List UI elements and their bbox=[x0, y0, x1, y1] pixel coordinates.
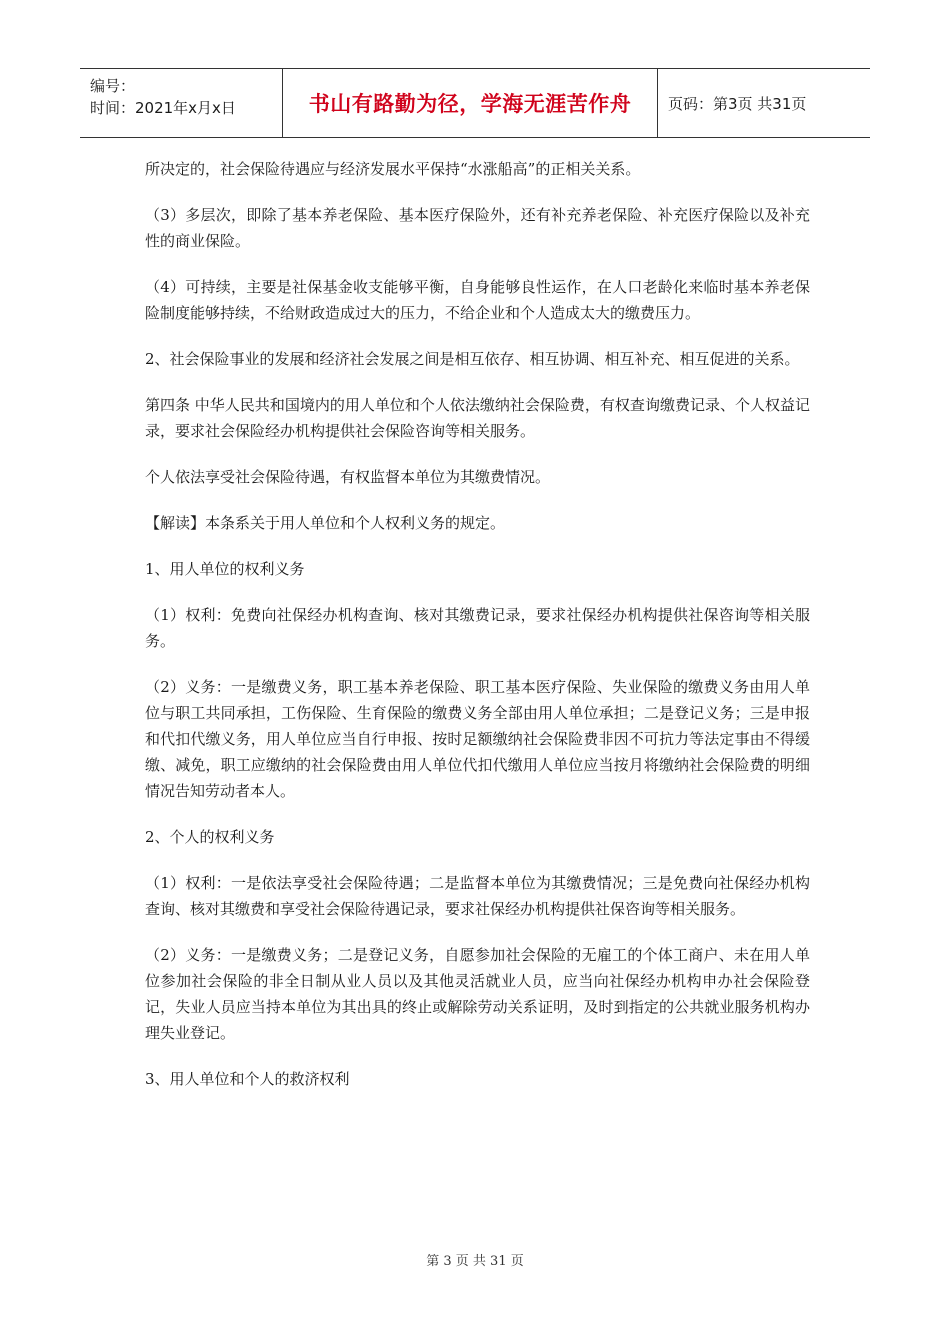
page-footer: 第 3 页 共 31 页 bbox=[426, 1254, 524, 1269]
header-page-info: 页码：第3页 共31页 bbox=[668, 94, 807, 113]
page-header bbox=[80, 68, 870, 138]
body-paragraph: （2）义务：一是缴费义务；二是登记义务，自愿参加社会保险的无雇工的个体工商户、未在用人单位参加社会保险的非全日制从业人员以及其他灵活就业人员，应当向社保经办机构申办社会保险登记，失业人员应当持本单位为其出具的终止或解除劳动关系证明，及时到指定的公共就业服务机构办理失业登记。 bbox=[145, 946, 810, 1042]
body-paragraph: 所决定的，社会保险待遇应与经济发展水平保持“水涨船高”的正相关关系。 bbox=[145, 160, 641, 178]
body-paragraph: 2、社会保险事业的发展和经济社会发展之间是相互依存、相互协调、相互补充、相互促进的关系。 bbox=[145, 350, 800, 368]
document-number-label: 编号： bbox=[90, 77, 136, 95]
body-paragraph: （3）多层次，即除了基本养老保险、基本医疗保险外，还有补充养老保险、补充医疗保险以及补充性的商业保险。 bbox=[145, 206, 810, 250]
body-paragraph: 第四条 中华人民共和国境内的用人单位和个人依法缴纳社会保险费，有权查询缴费记录、个人权益记录，要求社会保险经办机构提供社会保险咨询等相关服务。 bbox=[145, 396, 810, 440]
body-paragraph: 【解读】本条系关于用人单位和个人权利义务的规定。 bbox=[145, 514, 506, 532]
document-body bbox=[145, 156, 810, 1112]
body-paragraph: 个人依法享受社会保险待遇，有权监督本单位为其缴费情况。 bbox=[145, 468, 551, 486]
document-date-label: 时间：2021年x月x日 bbox=[90, 99, 236, 117]
header-meta-cell bbox=[80, 69, 283, 137]
body-paragraph: （4）可持续，主要是社保基金收支能够平衡，自身能够良性运作，在人口老龄化来临时基本养老保险制度能够持续，不给财政造成过大的压力，不给企业和个人造成太大的缴费压力。 bbox=[145, 278, 810, 322]
body-paragraph: （1）权利：一是依法享受社会保险待遇；二是监督本单位为其缴费情况；三是免费向社保经办机构查询、核对其缴费和享受社会保险待遇记录，要求社保经办机构提供社保咨询等相关服务。 bbox=[145, 874, 810, 918]
body-paragraph: （2）义务：一是缴费义务，职工基本养老保险、职工基本医疗保险、失业保险的缴费义务由用人单位与职工共同承担，工伤保险、生育保险的缴费义务全部由用人单位承担；二是登记义务；三是申报和代扣代缴义务，用人单位应当自行申报、按时足额缴纳社会保险费非因不可抗力等法定事由不得缓缴、减免，职工应缴纳的社会保险费由用人单位代扣代缴用人单位应当按月将缴纳社会保险费的明细情况告知劳动者本人。 bbox=[145, 678, 810, 800]
body-paragraph: （1）权利：免费向社保经办机构查询、核对其缴费记录，要求社保经办机构提供社保咨询等相关服务。 bbox=[145, 606, 810, 650]
section-heading: 2、个人的权利义务 bbox=[145, 828, 275, 846]
header-motto: 书山有路勤为径，学海无涯苦作舟 bbox=[283, 69, 658, 137]
section-heading: 1、用人单位的权利义务 bbox=[145, 560, 305, 578]
section-heading: 3、用人单位和个人的救济权利 bbox=[145, 1070, 350, 1088]
